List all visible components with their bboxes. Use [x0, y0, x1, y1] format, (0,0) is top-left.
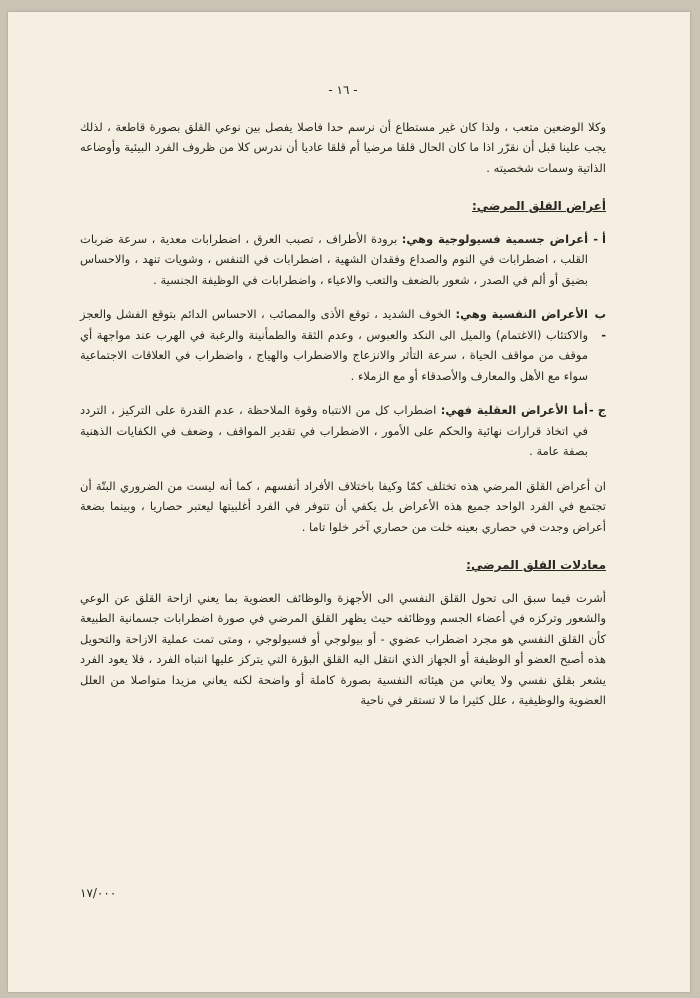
list-item-physical: [80, 229, 606, 291]
list-item-body: [80, 304, 588, 386]
list-item-title: أعراض جسمية فسيولوجية وهي:: [401, 231, 589, 246]
equivalents-heading: معادلات القلق المرضي:: [466, 558, 606, 572]
intro-paragraph: وكلا الوضعين متعب ، ولذا كان غير مستطاع أن نرسم حدا فاصلا يفصل بين نوعي القلق بصورة قاطعة ، لذلك يجب علينا قبل أن نقرّر اذا ما كان الحال قلقا مرضيا أم قلقا عاديا أن ندرس كلا من ظروف الفرد البيئية وأوضاعه الذاتية وسمات شخصيته .: [80, 119, 606, 175]
symptoms-heading: أعراض القلق المرضي:: [471, 199, 606, 213]
list-item-title: الأعراض النفسية وهي:: [455, 307, 588, 321]
list-item-text: برودة الأطراف ، تصبب العرق ، اضطرابات معدية ، سرعة ضربات القلب ، اضطرابات في النوم والصداع وفقدان الشهية ، اضطرابات في التنفس ، وشويات تنهد ، والاحساس بضيق أو ألم في الصدر ، شعور بالضعف والتعب والاعياء ، واضطرابات في الوظيفة الجنسية .: [80, 231, 588, 287]
list-item-label: أ -: [593, 231, 606, 246]
list-item-mental: [80, 400, 606, 462]
list-item-body: [80, 229, 588, 291]
list-item-title: أما الأعراض العقلية فهي:: [440, 403, 588, 417]
list-item-text: الخوف الشديد ، توقع الأذى والمصائب ، الاحساس الدائم بتوقع الفشل والعجز والاكتئاب (الاغتمام) والميل الى النكد والعبوس ، وعدم الثقة والطمأنينة والرغبة في الهرب عند مواجهة أي موقف من مواقف الحياة ، سرعة التأثر والانزعاج والاضطراب والهياج ، واضطراب في العلاقات الاجتماعية سواء مع الأهل والمعارف والأصدقاء أو مع الزملاء .: [80, 307, 588, 383]
page-footer-number: ١٧/٠٠٠: [80, 886, 117, 900]
list-item-text: اضطراب كل من الانتباه وقوة الملاحظة ، عدم القدرة على التركيز ، التردد في اتخاذ قرارات نهائية والحكم على الأمور ، الاضطراب في تقدير المواقف ، وضعف في الكفايات الذهنية بصفة عامة .: [80, 403, 588, 458]
page-number: - ١٦ -: [328, 83, 358, 97]
list-item-label: ب -: [594, 307, 606, 342]
list-item-psychological: [80, 304, 606, 386]
symptoms-conclusion-paragraph: ان أعراض القلق المرضي هذه تختلف كمّا وكيفا باختلاف الأفراد أنفسهم ، كما أنه ليست من الضروري البتّة أن تجتمع في الفرد الواحد جميع هذه الأعراض بل يكفي أن تتوفر في الفرد أغلبيتها ليعتبر حصاريا ، وبينما بضعة أعراض وجدت في حصاري بعينه خلت من حصاري آخر خلوا تاما .: [80, 478, 606, 534]
document-page: [80, 80, 606, 725]
list-item-label: ج -: [588, 403, 606, 417]
equivalents-paragraph: أشرت فيما سبق الى تحول القلق النفسي الى الأجهزة والوظائف العضوية بما يعني ازاحة القلق عن الوعي والشعور وتركزه في أعضاء الجسم ووظائفه حيث يظهر القلق المرضي في صورة اضطرابات جسمانية الطبيعة كأن القلق النفسي هو مجرد اضطراب عضوي - أو بيولوجي أو فسيولوجي ، ومتى تمت عملية الازاحة والتحويل هذه أصبح العضو أو الوظيفة أو الجهاز الذي انتقل اليه القلق البؤرة التي يتركز عليها انتباه الفرد ، فلا يعود الفرد يشعر بقلق نفسي ولا يعاني من هيئاته النفسية بصورة كاملة أو واضحة لكنه يعاني مزيدا متواصلا من العلل العضوية والوظيفية ، علل كثيرا ما لا تستقر في ناحية: [80, 590, 606, 707]
list-item-body: [80, 400, 588, 462]
